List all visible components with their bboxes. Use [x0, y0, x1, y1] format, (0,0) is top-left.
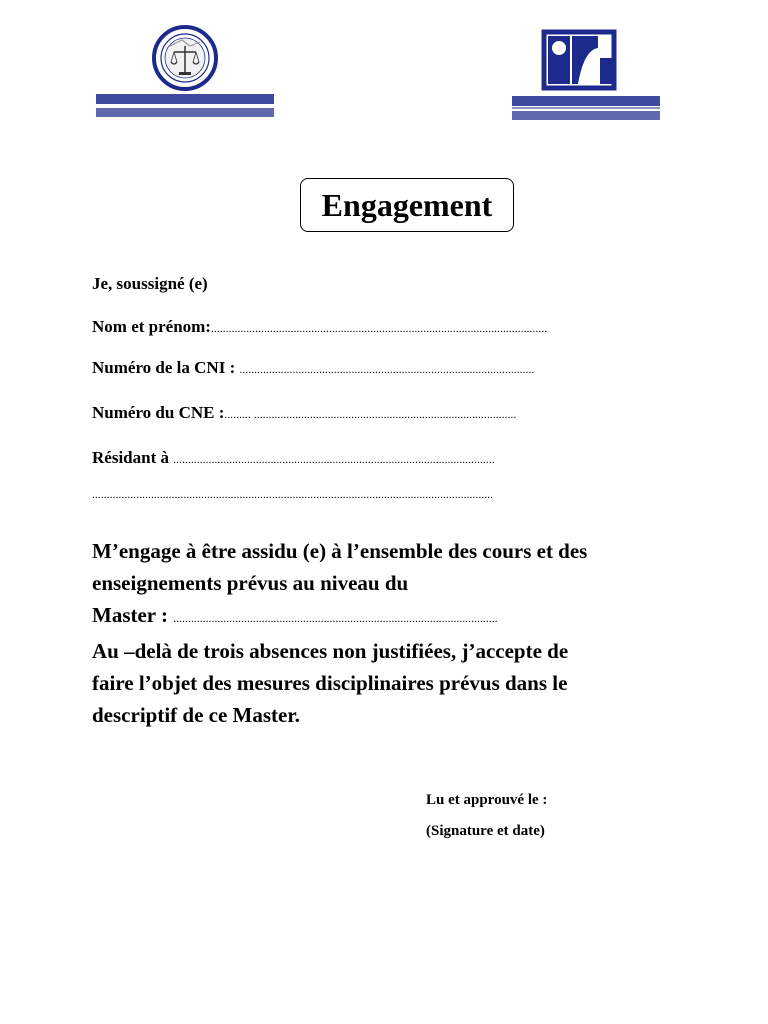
cne-dots: ......... ......................................................................................... [224, 409, 517, 421]
undersigned-line [92, 274, 208, 294]
cni-dots: .................................................................................................... [239, 364, 535, 376]
commitment-line-4: Au –delà de trois absences non justifiées, j’accepte de [92, 639, 569, 663]
page-title: Engagement [321, 186, 493, 223]
signature-date-label: (Signature et date) [426, 823, 545, 839]
resident-field [92, 448, 495, 468]
resident-dots: ............................................................................................................. [173, 454, 495, 466]
title-box [300, 178, 514, 232]
cne-field [92, 403, 516, 423]
master-dots: .............................................................................................................. [173, 613, 498, 625]
faculty-logo [94, 24, 276, 122]
master-label: Master : [92, 603, 174, 627]
commitment-line-1: M’engage à être assidu (e) à l’ensemble des cours et des [92, 539, 588, 563]
name-dots: .................................................................................................................. [210, 323, 548, 335]
name-label: Nom et prénom: [92, 317, 211, 336]
cne-label: Numéro du CNE : [92, 403, 225, 422]
university-logo [508, 28, 664, 122]
resident-label: Résidant à [92, 448, 174, 467]
extra-dots: ........................................................................................................................................ [92, 489, 494, 501]
commitment-line-2: enseignements prévus au niveau du [92, 571, 409, 595]
approved-label: Lu et approuvé le : [426, 792, 548, 808]
master-line [92, 599, 712, 635]
commitment-line-5: faire l’objet des mesures disciplinaires prévus dans le [92, 671, 568, 695]
undersigned-label: Je, soussigné (e) [92, 274, 208, 293]
commitment-text [92, 535, 712, 731]
name-field [92, 317, 547, 337]
extra-line [92, 483, 493, 503]
cni-field [92, 358, 534, 378]
cni-label: Numéro de la CNI : [92, 358, 240, 377]
commitment-line-6: descriptif de ce Master. [92, 703, 300, 727]
